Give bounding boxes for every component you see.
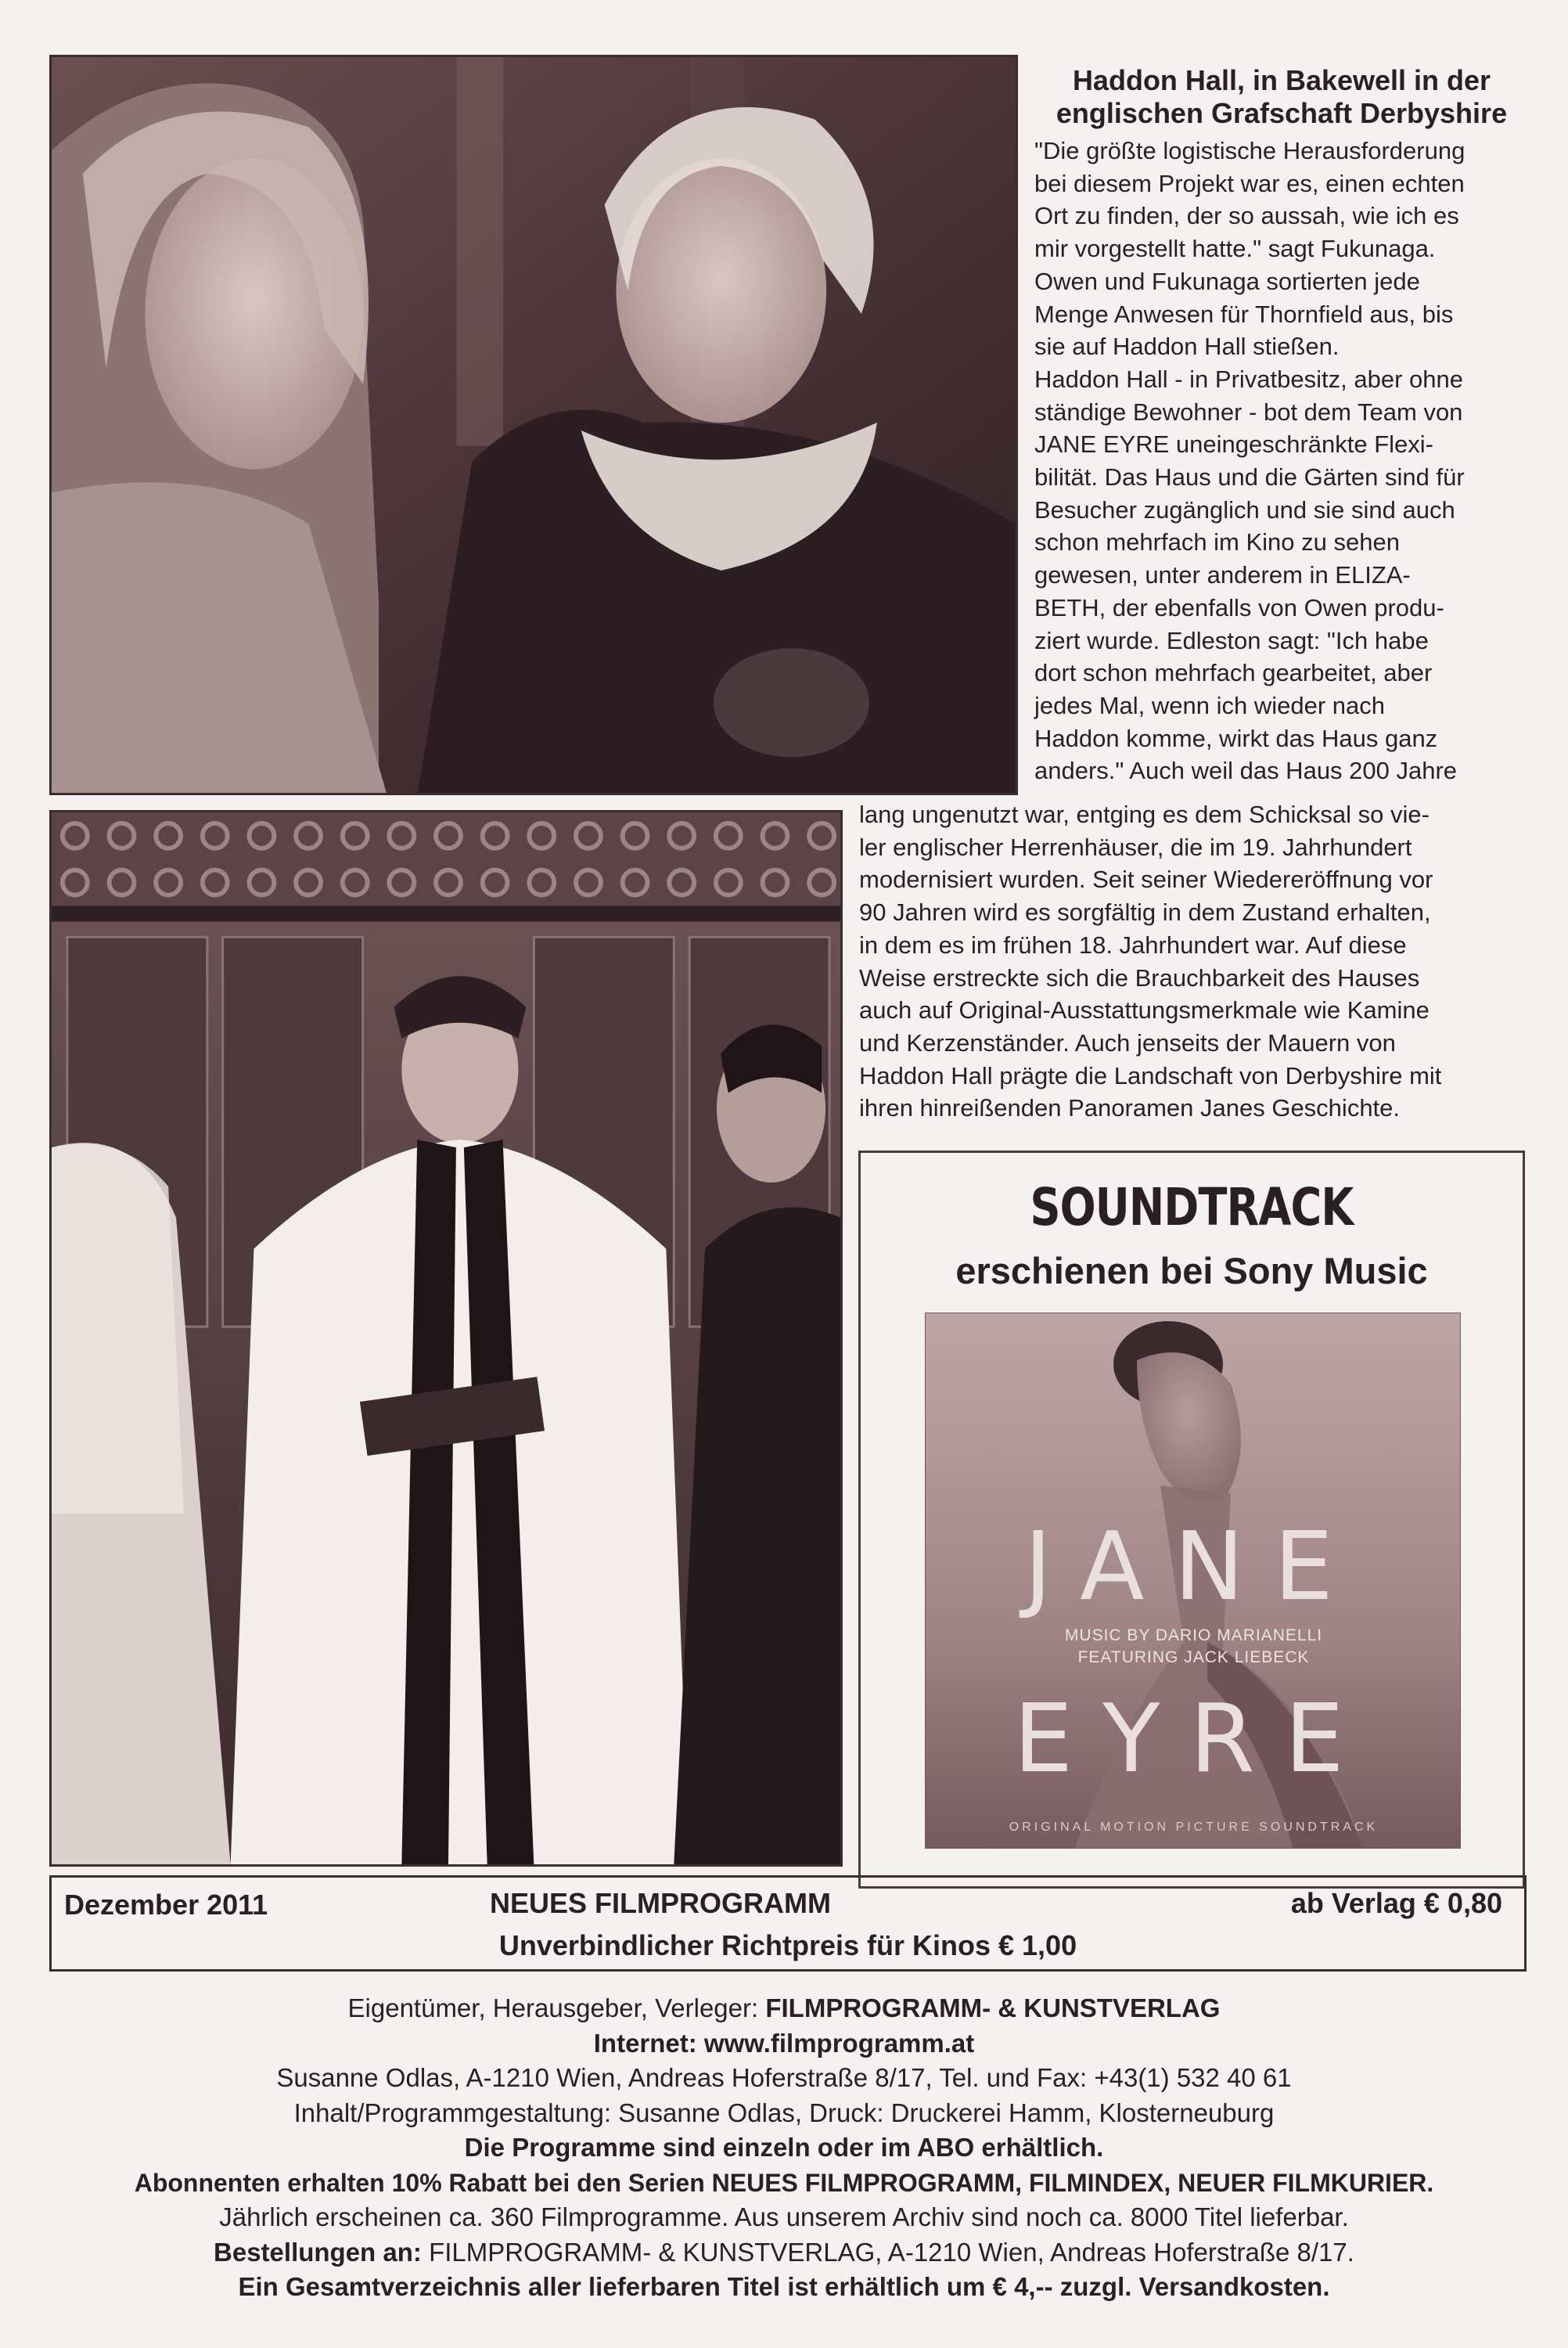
article-line: bilität. Das Haus und die Gärten sind für [1034, 463, 1465, 492]
article-line: in dem es im frühen 18. Jahrhundert war. Auf diese [859, 931, 1407, 959]
article-line: anders." Auch weil das Haus 200 Jahre [1034, 757, 1458, 785]
imprint-internet: Internet: www.filmprogramm.at [593, 2028, 975, 2058]
article-heading-line1: Haddon Hall, in Bakewell in der [1072, 64, 1491, 96]
soundtrack-subtitle: erschienen bei Sony Music [955, 1250, 1428, 1291]
price-cinema: Unverbindlicher Richtpreis für Kinos € 1,00 [498, 1929, 1077, 1961]
imprint-yearly: Jährlich erscheinen ca. 360 Filmprogramme. Aus unserem Archiv sind noch ca. 8000 Titel lieferbar. [219, 2202, 1349, 2231]
article-line: ständige Bewohner - bot dem Team von [1034, 398, 1463, 426]
article-line: schon mehrfach im Kino zu sehen [1034, 528, 1400, 556]
article-line: BETH, der ebenfalls von Owen produ- [1034, 593, 1444, 621]
album-title-eyre: EYRE [1013, 1685, 1374, 1794]
imprint-owner-label: Eigentümer, Herausgeber, Verleger: [347, 1993, 766, 2022]
article-line: Haddon komme, wirkt das Haus ganz [1034, 724, 1438, 752]
price-box [49, 1875, 1527, 1972]
album-cover [925, 1313, 1461, 1849]
article-line: mir vorgestellt hatte." sagt Fukunaga. [1034, 235, 1436, 263]
article-line: modernisiert wurden. Seit seiner Wiedereröffnung vor [859, 866, 1433, 894]
article-line: Owen und Fukunaga sortierten jede [1034, 267, 1420, 295]
price-publisher: ab Verlag € 0,80 [1290, 1887, 1502, 1919]
photo-two-women [49, 55, 1018, 795]
imprint-orders [23, 2235, 1545, 2271]
article-line: Ort zu finden, der so aussah, wie ich es [1034, 202, 1459, 230]
article-line: ihren hinreißenden Panoramen Janes Geschichte. [859, 1094, 1401, 1122]
imprint-content: Inhalt/Programmgestaltung: Susanne Odlas, Druck: Druckerei Hamm, Klosterneuburg [293, 2098, 1275, 2127]
article-line: Besucher zugänglich und sie sind auch [1034, 495, 1455, 524]
article-line: jedes Mal, wenn ich wieder nach [1034, 691, 1386, 719]
album-title-jane: JANE [1024, 1513, 1363, 1622]
article-line: lang ungenutzt war, entging es dem Schicksal so vie- [859, 801, 1430, 828]
article-line: ziert wurde. Edleston sagt: "Ich habe [1034, 626, 1429, 654]
article-line: Weise erstreckte sich die Brauchbarkeit des Hauses [859, 963, 1420, 992]
imprint-subscribers: Abonnenten erhalten 10% Rabatt bei den Serien NEUES FILMPROGRAMM, FILMINDEX, NEUER FILMKURIER. [134, 2168, 1434, 2197]
article-line: und Kerzenständer. Auch jenseits der Mauern von [859, 1028, 1396, 1057]
imprint-single: Die Programme sind einzeln oder im ABO erhältlich. [464, 2133, 1104, 2162]
imprint-orders-address: FILMPROGRAMM- & KUNSTVERLAG, A-1210 Wien, Andreas Hoferstraße 8/17. [429, 2237, 1354, 2267]
imprint-owner-name: FILMPROGRAMM- & KUNSTVERLAG [765, 1993, 1221, 2022]
article-line: Menge Anwesen für Thornfield aus, bis [1034, 300, 1454, 328]
article-line: ler englischer Herrenhäuser, die im 19. Jahrhundert [859, 833, 1412, 861]
article-line: JANE EYRE uneingeschränkte Flexi- [1034, 430, 1434, 459]
soundtrack-title: SOUNDTRACK [1030, 1177, 1354, 1237]
soundtrack-box [858, 1151, 1525, 1889]
article-heading [1031, 64, 1532, 130]
article-text-right-column [1034, 135, 1527, 787]
imprint-catalog: Ein Gesamtverzeichnis aller lieferbaren Titel ist erhältlich um € 4,-- zuzgl. Versandkosten. [238, 2272, 1330, 2301]
album-bottom-caption: ORIGINAL MOTION PICTURE SOUNDTRACK [1009, 1820, 1379, 1834]
article-line: bei diesem Projekt war es, einen echten [1034, 169, 1465, 197]
article-line: dort schon mehrfach gearbeitet, aber [1034, 659, 1433, 687]
article-line: Haddon Hall - in Privatbesitz, aber ohne [1034, 365, 1463, 393]
imprint-address: Susanne Odlas, A-1210 Wien, Andreas Hoferstraße 8/17, Tel. und Fax: +43(1) 532 40 61 [276, 2063, 1292, 2092]
imprint-orders-label: Bestellungen an: [214, 2237, 430, 2267]
publication-name: NEUES FILMPROGRAMM [490, 1887, 831, 1919]
photo-wedding-scene [49, 810, 843, 1867]
issue-date: Dezember 2011 [64, 1889, 268, 1921]
article-line: 90 Jahren wird es sorgfältig in dem Zustand erhalten, [859, 899, 1431, 927]
album-credit-featuring: FEATURING JACK LIEBECK [1077, 1648, 1310, 1666]
article-line: Haddon Hall prägte die Landschaft von Derbyshire mit [859, 1061, 1442, 1089]
article-line: gewesen, unter anderem in ELIZA- [1034, 561, 1411, 589]
article-heading-line2: englischen Grafschaft Derbyshire [1056, 97, 1508, 129]
album-credit-composer: MUSIC BY DARIO MARIANELLI [1064, 1626, 1323, 1644]
article-line: sie auf Haddon Hall stießen. [1034, 333, 1340, 361]
article-text-wide-column [859, 798, 1526, 1125]
article-line: auch auf Original-Ausstattungsmerkmale wie Kamine [859, 996, 1430, 1025]
article-line: "Die größte logistische Herausforderung [1034, 137, 1466, 164]
imprint [23, 1991, 1545, 2305]
imprint-owner [23, 1991, 1545, 2026]
